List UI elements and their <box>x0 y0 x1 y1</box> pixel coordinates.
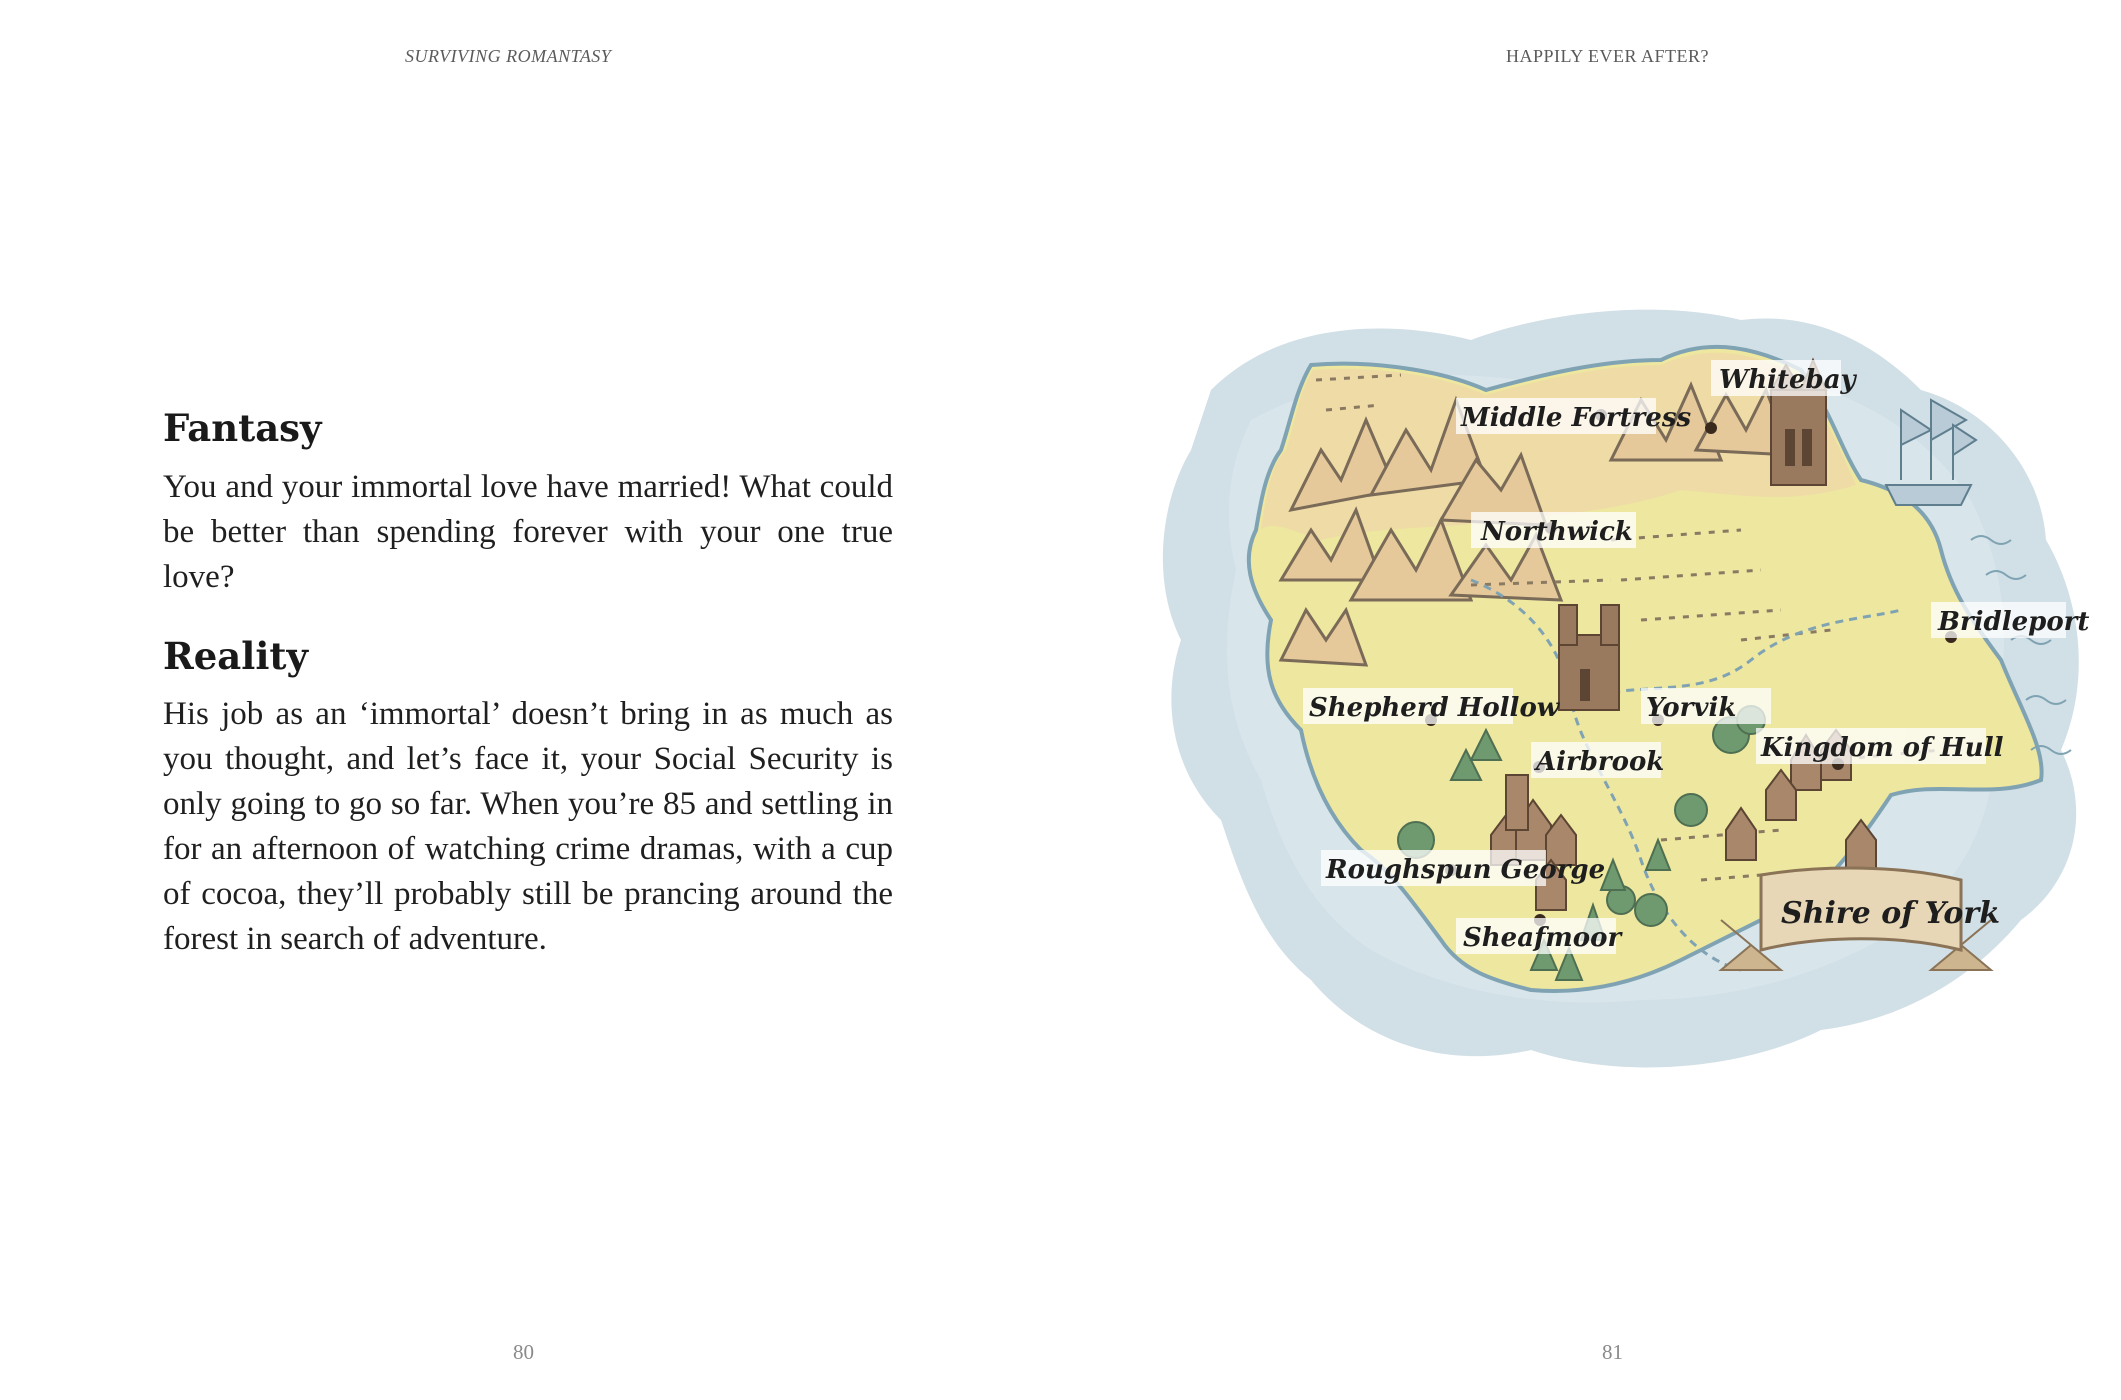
running-head-right: HAPPILY EVER AFTER? <box>1506 46 1710 66</box>
label-kingdom-of-hull: Kingdom of Hull <box>1761 733 2004 763</box>
reality-paragraph: His job as an ‘immortal’ doesn’t bring in as much as you thought, and let’s face it, your Social Security is only going to go so far. When you’re 85 and settling in for an afternoon of watching crime dramas, with a cup of cocoa, they’ll probably still be prancing around the forest in search of adventure. <box>163 696 893 957</box>
right-page <box>1061 0 2121 1400</box>
label-bridleport: Bridleport <box>1938 607 2090 637</box>
label-northwick: Northwick <box>1481 517 1633 547</box>
page-number-left: 80 <box>513 1340 534 1364</box>
fantasy-heading: Fantasy <box>163 406 322 450</box>
left-page <box>0 0 1060 1400</box>
label-sheafmoor: Sheafmoor <box>1463 923 1622 953</box>
label-roughspun-george: Roughspun George <box>1326 855 1606 885</box>
label-middle-fortress: Middle Fortress <box>1461 403 1692 433</box>
label-shepherd-hollow: Shepherd Hollow <box>1309 693 1560 723</box>
running-head-left: SURVIVING ROMANTASY <box>405 46 612 66</box>
map-title: Shire of York <box>1781 896 2000 931</box>
label-whitebay: Whitebay <box>1719 365 1856 395</box>
page-number-right: 81 <box>1602 1340 1623 1364</box>
shire-of-york-map <box>1141 280 2101 1080</box>
label-yorvik: Yorvik <box>1646 693 1737 723</box>
fantasy-paragraph: You and your immortal love have married! What could be better than spending forever with your one true love? <box>163 469 893 595</box>
label-airbrook: Airbrook <box>1536 747 1665 777</box>
reality-heading: Reality <box>163 634 308 678</box>
